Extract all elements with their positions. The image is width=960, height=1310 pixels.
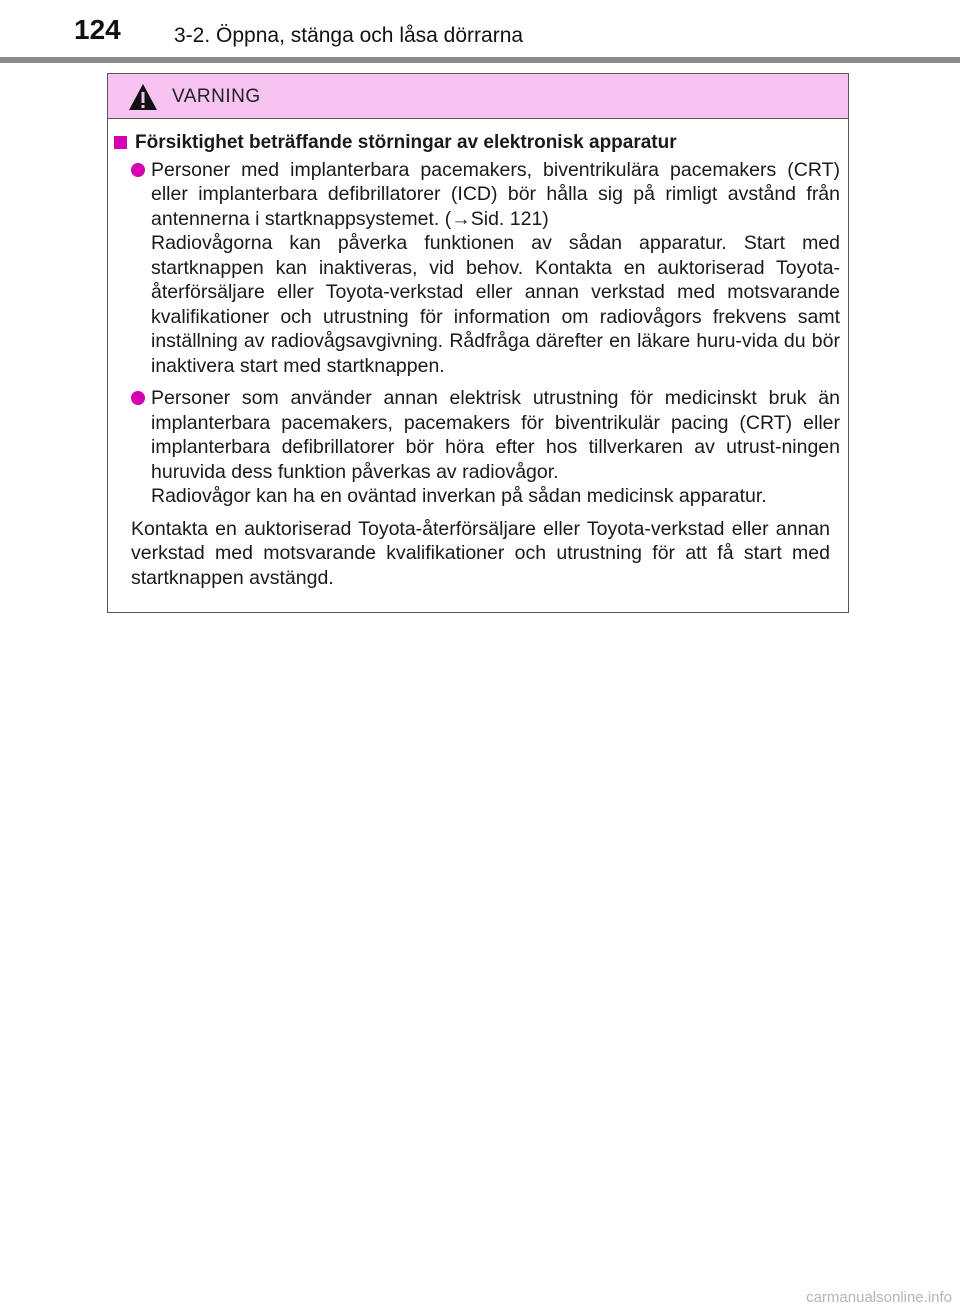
warning-triangle-icon: [128, 83, 158, 111]
bullet-paragraph: Radiovågor kan ha en oväntad inverkan på sådan medicinsk apparatur.: [151, 485, 767, 507]
warning-body: [108, 119, 848, 590]
bullet-content: [151, 386, 840, 509]
bullet-paragraph: Radiovågorna kan påverka funktionen av sådan apparatur. Start med startknappen kan inaktiveras, vid behov. Kontakta en auktoriserad Toyota-återförsäljare eller Toyota-verkstad eller annan verkstad med motsvarande kvalifikationer och utrustning för information om radiovågors frekvens samt inställning av radiovågsavgivning. Rådfråga därefter en läkare huru-vida du bör inaktivera start med startknappen.: [151, 232, 840, 377]
bullet-paragraph: Personer som använder annan elektrisk utrustning för medicinskt bruk än implanterbara pacemakers, pacemakers för biventrikulär pacing (CRT) eller implanterbara defibrillatorer bör höra efter hos tillverkaren av utrust-ningen huruvida dess funktion påverkas av radiovågor.: [151, 387, 840, 483]
section-title: 3-2. Öppna, stänga och låsa dörrarna: [174, 24, 524, 47]
warning-title: VARNING: [172, 86, 261, 107]
bullet-dot-icon: [131, 391, 145, 405]
warning-header: [108, 74, 848, 119]
closing-paragraph: Kontakta en auktoriserad Toyota-återförsäljare eller Toyota-verkstad eller annan verkstad med motsvarande kvalifikationer och utrustning för att få start med startknappen avstängd.: [131, 517, 830, 589]
bullet-paragraph: Personer med implanterbara pacemakers, biventrikulära pacemakers (CRT) eller implanterbara defibrillatorer (ICD) bör hålla sig på rimligt avstånd från antennerna i startknappsystemet. (→Sid. 121): [151, 158, 840, 230]
bullet-dot-icon: [131, 163, 145, 177]
subheading-text: Försiktighet beträffande störningar av elektronisk apparatur: [135, 132, 677, 153]
warning-box: [107, 73, 849, 613]
square-bullet-icon: [114, 136, 127, 149]
watermark: carmanualsonline.info: [806, 1289, 952, 1306]
bullet-item: [131, 158, 840, 379]
header-rule: [0, 57, 960, 63]
page-number: 124: [74, 14, 121, 45]
warning-subheading: [114, 131, 840, 156]
bullet-content: [151, 158, 840, 379]
page-header: [0, 0, 960, 64]
bullet-item: [131, 386, 840, 509]
